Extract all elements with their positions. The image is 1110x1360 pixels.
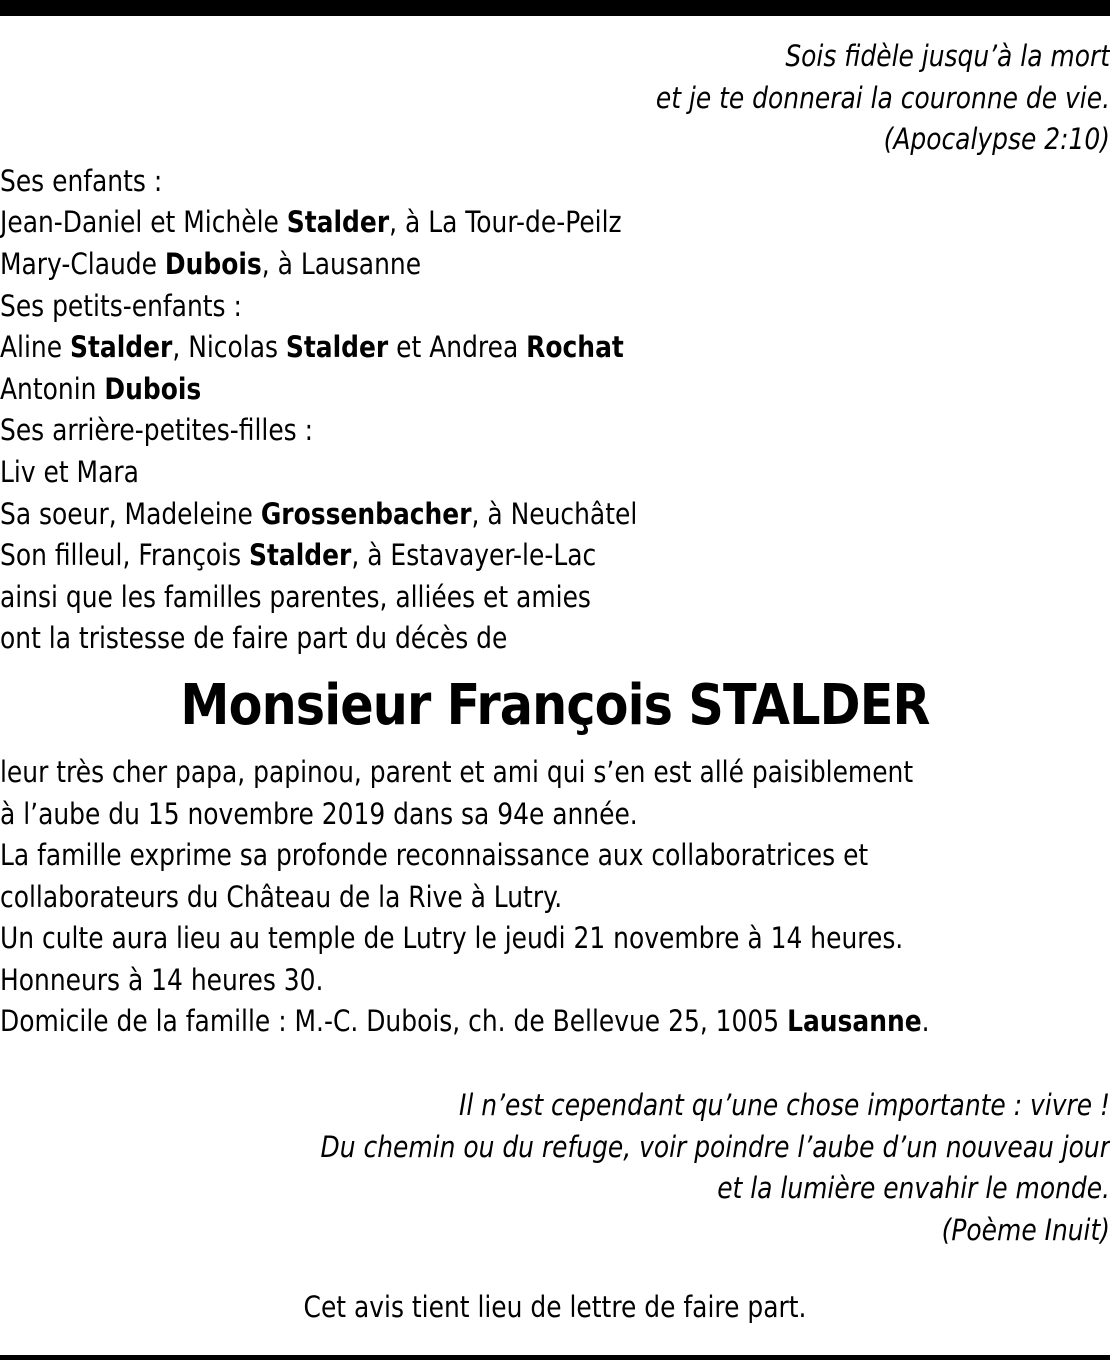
address-prefix: Domicile de la famille : M.-C. Dubois, ch. de Bellevue 25, 1005 [0,1004,788,1039]
epigraph-bottom-line1: Il n’est cependant qu’une chose importante : vivre ! [459,1088,1110,1123]
child-1-names: Jean-Daniel et Michèle [0,205,287,240]
grandchildren-line-2 [0,369,1109,411]
epigraph-bottom-source: (Poème Inuit) [941,1212,1110,1247]
closing-note: Cet avis tient lieu de lettre de faire part. [303,1290,807,1325]
sister-place: , à Neuchâtel [471,496,638,531]
epigraph-top-source: (Apocalypse 2:10) [883,122,1110,157]
grandchildren-line-1 [0,327,1109,369]
body-line-3: La famille exprime sa profonde reconnaissance aux collaboratrices et [0,838,869,873]
epigraph-top [0,36,1110,161]
godson-surname: Stalder [249,538,352,573]
body-line-5: Un culte aura lieu au temple de Lutry le jeudi 21 novembre à 14 heures. [0,921,904,956]
epigraph-bottom-line2: Du chemin ou du refuge, voir poindre l’aube d’un nouveau jour [320,1129,1110,1164]
relatives: ainsi que les familles parentes, alliées et amies [0,579,591,614]
child-2-names: Mary-Claude [0,246,165,281]
spacer [0,1043,1110,1085]
body-line-6: Honneurs à 14 heures 30. [0,962,324,997]
body-line-2: à l’aube du 15 novembre 2019 dans sa 94e année. [0,796,638,831]
child-1 [0,202,1109,244]
great-grandchildren: Liv et Mara [0,454,139,489]
epigraph-top-line2: et je te donnerai la couronne de vie. [655,80,1110,115]
godson-names: Son filleul, François [0,538,250,573]
spacer [0,1251,1110,1287]
grandchild-2-name: , Nicolas [172,330,286,365]
epigraph-bottom-line3: et la lumière envahir le monde. [717,1171,1110,1206]
grandchild-4-name: Antonin [0,371,105,406]
grandchild-1-surname: Stalder [70,330,173,365]
address-end: . [921,1004,930,1039]
great-grandchildren-label: Ses arrière-petites-filles : [0,413,314,448]
body-line-4: collaborateurs du Château de la Rive à Lutry. [0,879,563,914]
child-2 [0,244,1109,286]
epigraph-top-line1: Sois fidèle jusqu’à la mort [785,39,1110,73]
obituary-notice [0,16,1110,1329]
child-2-place: , à Lausanne [261,246,422,281]
godson [0,535,1109,577]
grandchild-1-name: Aline [0,330,71,365]
grandchild-4-surname: Dubois [104,371,202,406]
godson-place: , à Estavayer-le-Lac [351,538,597,573]
announcement: ont la tristesse de faire part du décès de [0,621,508,656]
top-rule [0,0,1110,16]
family-address [0,1001,1109,1043]
grandchild-2-surname: Stalder [285,330,389,365]
child-2-surname: Dubois [164,246,262,281]
deceased-name: Monsieur François STALDER [180,672,930,738]
grandchild-3-surname: Rochat [526,330,624,365]
notice-body [0,752,1110,1043]
family-list [0,161,1110,660]
children-label: Ses enfants : [0,163,163,198]
child-1-surname: Stalder [286,205,390,240]
sister-names: Sa soeur, Madeleine [0,496,261,531]
sister-surname: Grossenbacher [260,496,472,531]
address-city: Lausanne [787,1004,922,1039]
sister [0,494,1109,536]
epigraph-bottom [0,1085,1110,1251]
grandchild-3-name: et Andrea [388,330,527,365]
body-line-1: leur très cher papa, papinou, parent et ami qui s’en est allé paisiblement [0,754,914,789]
child-1-place: , à La Tour-de-Peilz [389,205,622,240]
grandchildren-label: Ses petits-enfants : [0,288,242,323]
bottom-rule [0,1355,1110,1360]
